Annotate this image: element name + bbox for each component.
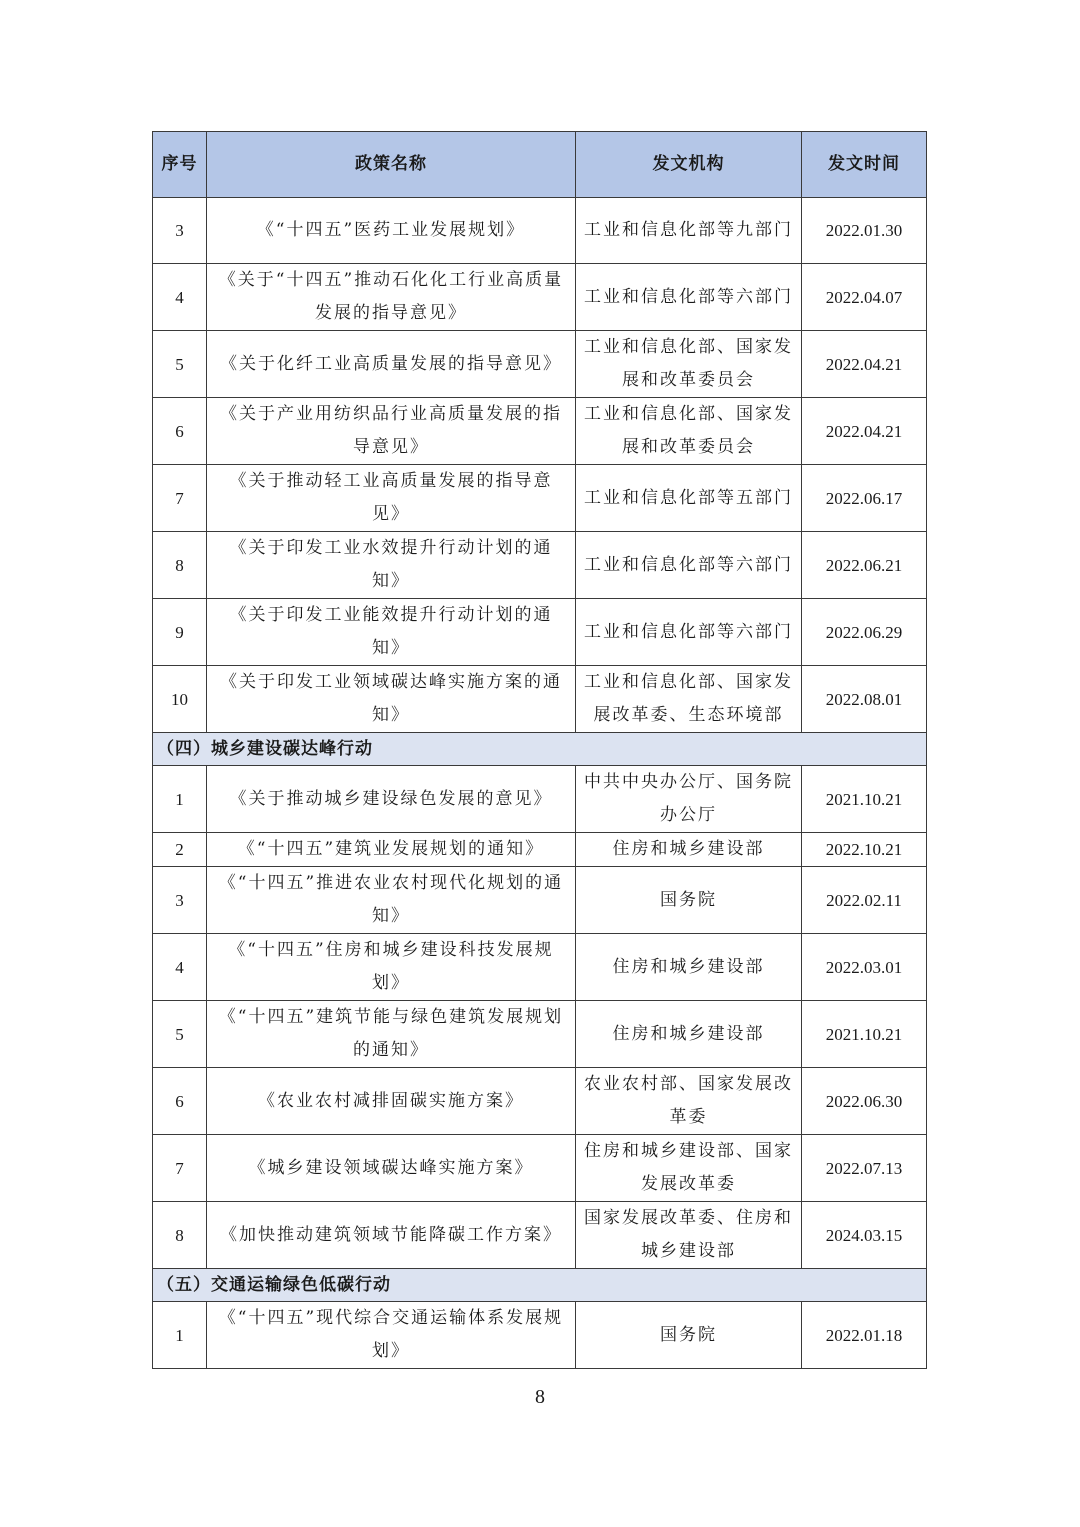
issue-date: 2022.10.21 bbox=[802, 833, 927, 867]
issuing-agency: 国家发展改革委、住房和城乡建设部 bbox=[576, 1202, 802, 1269]
header-row bbox=[153, 132, 927, 198]
row-number: 1 bbox=[153, 766, 207, 833]
policy-name: 《关于“十四五”推动石化化工行业高质量发展的指导意见》 bbox=[207, 264, 576, 331]
issuing-agency: 工业和信息化部、国家发展改革委、生态环境部 bbox=[576, 666, 802, 733]
row-number: 1 bbox=[153, 1302, 207, 1369]
table-row bbox=[153, 1302, 927, 1369]
section-title: （四）城乡建设碳达峰行动 bbox=[153, 733, 927, 766]
issue-date: 2022.04.21 bbox=[802, 331, 927, 398]
policy-name: 《“十四五”现代综合交通运输体系发展规划》 bbox=[207, 1302, 576, 1369]
row-number: 6 bbox=[153, 398, 207, 465]
policy-name: 《关于推动城乡建设绿色发展的意见》 bbox=[207, 766, 576, 833]
table-row bbox=[153, 666, 927, 733]
row-number: 3 bbox=[153, 198, 207, 264]
policy-name: 《加快推动建筑领域节能降碳工作方案》 bbox=[207, 1202, 576, 1269]
issue-date: 2022.06.21 bbox=[802, 532, 927, 599]
table-row bbox=[153, 766, 927, 833]
issue-date: 2022.06.17 bbox=[802, 465, 927, 532]
policy-name: 《关于印发工业水效提升行动计划的通知》 bbox=[207, 532, 576, 599]
issuing-agency: 国务院 bbox=[576, 867, 802, 934]
header-agency: 发文机构 bbox=[576, 132, 802, 198]
policy-name: 《“十四五”推进农业农村现代化规划的通知》 bbox=[207, 867, 576, 934]
issuing-agency: 工业和信息化部等六部门 bbox=[576, 599, 802, 666]
policy-name: 《“十四五”医药工业发展规划》 bbox=[207, 198, 576, 264]
header-date: 发文时间 bbox=[802, 132, 927, 198]
policy-name: 《农业农村减排固碳实施方案》 bbox=[207, 1068, 576, 1135]
issuing-agency: 住房和城乡建设部 bbox=[576, 934, 802, 1001]
issuing-agency: 工业和信息化部等六部门 bbox=[576, 264, 802, 331]
issuing-agency: 住房和城乡建设部 bbox=[576, 833, 802, 867]
policy-name: 《关于印发工业领域碳达峰实施方案的通知》 bbox=[207, 666, 576, 733]
header-no: 序号 bbox=[153, 132, 207, 198]
issue-date: 2024.03.15 bbox=[802, 1202, 927, 1269]
policy-name: 《城乡建设领域碳达峰实施方案》 bbox=[207, 1135, 576, 1202]
page-number: 8 bbox=[535, 1386, 545, 1408]
section-header-row bbox=[153, 1269, 927, 1302]
policy-name: 《“十四五”住房和城乡建设科技发展规划》 bbox=[207, 934, 576, 1001]
issue-date: 2022.06.30 bbox=[802, 1068, 927, 1135]
table-row bbox=[153, 1068, 927, 1135]
issuing-agency: 住房和城乡建设部、国家发展改革委 bbox=[576, 1135, 802, 1202]
issuing-agency: 工业和信息化部等六部门 bbox=[576, 532, 802, 599]
row-number: 7 bbox=[153, 1135, 207, 1202]
policy-table bbox=[152, 131, 927, 1369]
row-number: 4 bbox=[153, 934, 207, 1001]
header-name: 政策名称 bbox=[207, 132, 576, 198]
table-row bbox=[153, 1001, 927, 1068]
policy-name: 《关于推动轻工业高质量发展的指导意见》 bbox=[207, 465, 576, 532]
issuing-agency: 工业和信息化部等九部门 bbox=[576, 198, 802, 264]
issuing-agency: 工业和信息化部等五部门 bbox=[576, 465, 802, 532]
policy-name: 《关于产业用纺织品行业高质量发展的指导意见》 bbox=[207, 398, 576, 465]
issue-date: 2021.10.21 bbox=[802, 1001, 927, 1068]
issue-date: 2021.10.21 bbox=[802, 766, 927, 833]
row-number: 2 bbox=[153, 833, 207, 867]
section-header-row bbox=[153, 733, 927, 766]
table-row bbox=[153, 833, 927, 867]
table-row bbox=[153, 1135, 927, 1202]
issue-date: 2022.02.11 bbox=[802, 867, 927, 934]
issue-date: 2022.06.29 bbox=[802, 599, 927, 666]
row-number: 3 bbox=[153, 867, 207, 934]
table-row bbox=[153, 331, 927, 398]
row-number: 10 bbox=[153, 666, 207, 733]
row-number: 8 bbox=[153, 532, 207, 599]
row-number: 7 bbox=[153, 465, 207, 532]
row-number: 5 bbox=[153, 331, 207, 398]
table-row bbox=[153, 867, 927, 934]
table-row bbox=[153, 465, 927, 532]
issuing-agency: 工业和信息化部、国家发展和改革委员会 bbox=[576, 331, 802, 398]
policy-name: 《“十四五”建筑业发展规划的通知》 bbox=[207, 833, 576, 867]
table-row bbox=[153, 599, 927, 666]
issue-date: 2022.08.01 bbox=[802, 666, 927, 733]
table-row bbox=[153, 532, 927, 599]
table-body bbox=[153, 198, 927, 1369]
issue-date: 2022.01.18 bbox=[802, 1302, 927, 1369]
issuing-agency: 工业和信息化部、国家发展和改革委员会 bbox=[576, 398, 802, 465]
issue-date: 2022.04.21 bbox=[802, 398, 927, 465]
policy-name: 《关于印发工业能效提升行动计划的通知》 bbox=[207, 599, 576, 666]
table-row bbox=[153, 1202, 927, 1269]
policy-name: 《“十四五”建筑节能与绿色建筑发展规划的通知》 bbox=[207, 1001, 576, 1068]
issue-date: 2022.04.07 bbox=[802, 264, 927, 331]
issue-date: 2022.03.01 bbox=[802, 934, 927, 1001]
issuing-agency: 住房和城乡建设部 bbox=[576, 1001, 802, 1068]
section-title: （五）交通运输绿色低碳行动 bbox=[153, 1269, 927, 1302]
table-row bbox=[153, 934, 927, 1001]
issue-date: 2022.01.30 bbox=[802, 198, 927, 264]
issuing-agency: 国务院 bbox=[576, 1302, 802, 1369]
row-number: 5 bbox=[153, 1001, 207, 1068]
table-row bbox=[153, 198, 927, 264]
row-number: 6 bbox=[153, 1068, 207, 1135]
issuing-agency: 中共中央办公厅、国务院办公厅 bbox=[576, 766, 802, 833]
row-number: 4 bbox=[153, 264, 207, 331]
issuing-agency: 农业农村部、国家发展改革委 bbox=[576, 1068, 802, 1135]
table-row bbox=[153, 264, 927, 331]
row-number: 8 bbox=[153, 1202, 207, 1269]
table-row bbox=[153, 398, 927, 465]
policy-name: 《关于化纤工业高质量发展的指导意见》 bbox=[207, 331, 576, 398]
issue-date: 2022.07.13 bbox=[802, 1135, 927, 1202]
row-number: 9 bbox=[153, 599, 207, 666]
